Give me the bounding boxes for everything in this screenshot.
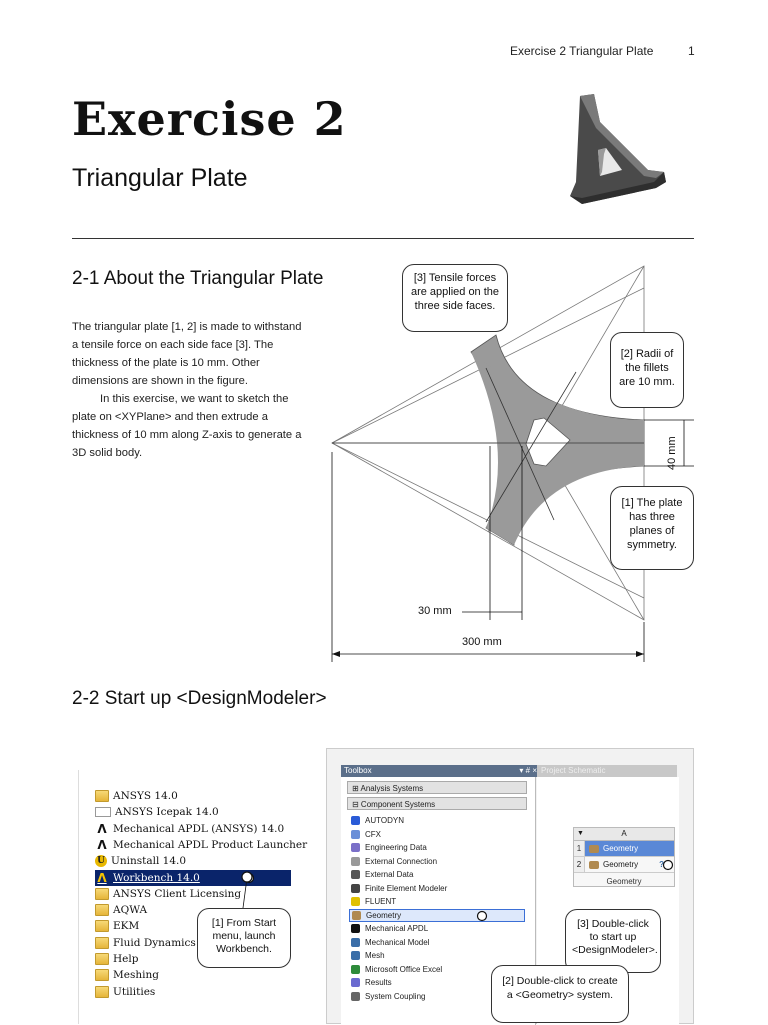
row-number: 1 (574, 841, 585, 856)
dimension-30mm: 30 mm (418, 605, 452, 617)
folder-icon (95, 888, 109, 900)
callout-start-designmodeler: [3] Double-click to start up <DesignModeler>. (565, 909, 661, 973)
start-menu-item[interactable] (95, 984, 155, 1000)
group-component-systems[interactable]: ⊟ Component Systems (347, 797, 527, 810)
callout-create-geometry: [2] Double-click to create a <Geometry> system. (491, 965, 629, 1023)
start-menu-item[interactable] (95, 967, 159, 983)
toolbox-item-label: External Data (365, 870, 414, 879)
tool-icon (351, 870, 360, 879)
toolbox-item[interactable] (351, 936, 429, 949)
tool-icon (351, 992, 360, 1001)
tool-icon (351, 830, 360, 839)
folder-icon (95, 969, 109, 981)
start-menu-item-label: ANSYS 14.0 (113, 790, 178, 802)
start-menu-item-label: Fluid Dynamics (113, 936, 196, 949)
start-menu-item[interactable] (95, 918, 139, 934)
ansys-lambda-icon: Λ (97, 870, 107, 885)
folder-icon (95, 904, 109, 916)
toolbox-item[interactable] (351, 922, 428, 935)
start-menu-item-label: EKM (113, 920, 140, 933)
plate-3d-image (560, 92, 670, 212)
toolbox-item-label: Geometry (366, 910, 402, 920)
toolbox-item[interactable] (351, 976, 392, 989)
toolbox-item[interactable] (351, 855, 437, 868)
toolbox-item-label: Mechanical Model (365, 937, 430, 947)
tool-icon (351, 897, 360, 906)
toolbox-item[interactable] (351, 841, 427, 854)
geometry-icon (589, 861, 599, 869)
start-menu-item-label: Utilities (113, 985, 156, 998)
system-column-header: ▼ A (574, 828, 674, 841)
start-menu-item[interactable] (95, 951, 138, 967)
start-menu-item-label: Uninstall 14.0 (111, 855, 187, 868)
start-menu-item[interactable] (95, 886, 241, 902)
start-menu-item-label: Mechanical APDL Product Launcher (113, 838, 308, 851)
folder-icon (95, 953, 109, 965)
click-marker (662, 859, 674, 871)
section-heading-about: 2-1 About the Triangular Plate (72, 268, 324, 289)
toolbox-item[interactable] (351, 990, 425, 1003)
tool-icon (351, 965, 360, 974)
dimension-40mm: 40 mm (666, 436, 678, 470)
toolbox-item[interactable] (351, 882, 447, 895)
tool-icon (351, 978, 360, 987)
callout-symmetry: [1] The plate has three planes of symmetry. (610, 486, 694, 570)
page-number: 1 (688, 44, 695, 58)
start-menu-item-label: Mechanical APDL (ANSYS) 14.0 (113, 822, 285, 835)
start-menu-item[interactable] (95, 902, 147, 918)
toolbox-item-label: Results (365, 978, 392, 987)
toolbox-item-label: Mechanical APDL (365, 924, 429, 933)
plate-drawing (326, 260, 698, 670)
geometry-system[interactable] (573, 827, 675, 887)
running-head (510, 44, 695, 58)
toolbox-item-label: External Connection (365, 856, 438, 866)
tool-icon (351, 843, 360, 852)
callout-pointer (235, 870, 255, 912)
folder-icon (95, 937, 109, 949)
start-menu-item-label: Workbench 14.0 (113, 871, 200, 884)
toolbox-item-label: Microsoft Office Excel (365, 964, 443, 974)
tool-icon (351, 884, 360, 893)
start-menu-item[interactable] (95, 804, 219, 820)
icepak-icon (95, 807, 111, 817)
start-menu-item[interactable] (95, 870, 291, 886)
workbench-screenshot (326, 748, 694, 1024)
toolbox-item-label: Finite Element Modeler (365, 883, 448, 893)
chapter-title: Exercise 2 (72, 92, 347, 146)
running-title: Exercise 2 Triangular Plate (510, 44, 654, 58)
tool-icon (351, 816, 360, 825)
start-menu-item[interactable] (95, 935, 196, 951)
start-menu-item-label: Help (113, 953, 139, 965)
system-row-geometry-cell[interactable] (574, 857, 674, 873)
row-number: 2 (574, 857, 585, 872)
tool-icon (351, 938, 360, 947)
start-menu-item[interactable] (95, 788, 178, 804)
tool-icon (351, 924, 360, 933)
toolbox-item[interactable] (351, 868, 413, 881)
toolbox-item-label: AUTODYN (365, 816, 404, 825)
toolbox-item[interactable] (351, 895, 396, 908)
section-about-body (72, 318, 304, 462)
folder-icon (95, 920, 109, 932)
callout-fillet-radii: [2] Radii of the fillets are 10 mm. (610, 332, 684, 408)
system-caption: Geometry (606, 877, 642, 886)
toolbox-item[interactable] (351, 814, 404, 827)
toolbox-item[interactable] (351, 963, 442, 976)
ansys-lambda-icon: Λ (97, 837, 107, 852)
toolbox-item-label: FLUENT (365, 897, 397, 906)
folder-icon (95, 790, 109, 802)
toolbox-item-label: CFX (365, 829, 381, 839)
geometry-icon (589, 845, 599, 853)
row-label: Geometry (603, 860, 639, 869)
ansys-lambda-icon: Λ (97, 821, 107, 836)
chapter-subtitle: Triangular Plate (72, 164, 248, 192)
start-menu-item[interactable] (95, 821, 284, 837)
system-menu-icon[interactable]: ▼ (577, 830, 584, 837)
start-menu-item[interactable] (95, 837, 307, 853)
toolbox-item-label: Mesh (365, 951, 385, 960)
start-menu-screenshot (78, 770, 307, 1024)
tool-icon (351, 951, 360, 960)
click-marker (476, 910, 488, 922)
paragraph: In this exercise, we want to sketch the plate on <XYPlane> and then extrude a thickness of 10 mm along Z-axis to generate a 3D solid body. (72, 393, 302, 459)
schematic-header: Project Schematic (537, 765, 677, 777)
tool-icon (351, 857, 360, 866)
status-unfulfilled-icon: ? (659, 860, 664, 869)
toolbox-title: Toolbox (344, 766, 372, 775)
group-analysis-systems[interactable]: ⊞ Analysis Systems (347, 781, 527, 794)
paragraph: The triangular plate [1, 2] is made to withstand a tensile force on each side face [3]. The thickness of the plate is 10 mm. Other dimensions are shown in the figure. (72, 321, 302, 387)
section-heading-startup: 2-2 Start up <DesignModeler> (72, 688, 327, 709)
callout-tensile-forces: [3] Tensile forces are applied on the three side faces. (402, 264, 508, 332)
start-menu-item[interactable] (95, 853, 186, 869)
start-menu-item-label: AQWA (113, 904, 148, 917)
toolbox-header (341, 765, 541, 777)
uninstall-icon: U (95, 855, 107, 867)
toolbox-controls[interactable]: ▾ # × (519, 766, 537, 775)
toolbox-item[interactable] (351, 828, 381, 841)
folder-icon (95, 986, 109, 998)
start-menu-item-label: ANSYS Client Licensing (113, 887, 242, 900)
start-menu-item-label: Meshing (113, 969, 159, 982)
toolbox-item-label: Engineering Data (365, 843, 427, 852)
system-row-title[interactable] (574, 841, 674, 857)
title-rule (72, 238, 694, 239)
toolbox-item[interactable] (351, 949, 385, 962)
toolbox-item-label: System Coupling (365, 991, 426, 1001)
tool-icon (352, 911, 361, 920)
toolbox-item[interactable] (349, 909, 525, 922)
dimension-300mm: 300 mm (462, 636, 502, 648)
start-menu-item-label: ANSYS Icepak 14.0 (115, 806, 219, 819)
row-label: Geometry (603, 844, 639, 853)
callout-launch-workbench: [1] From Start menu, launch Workbench. (197, 908, 291, 968)
